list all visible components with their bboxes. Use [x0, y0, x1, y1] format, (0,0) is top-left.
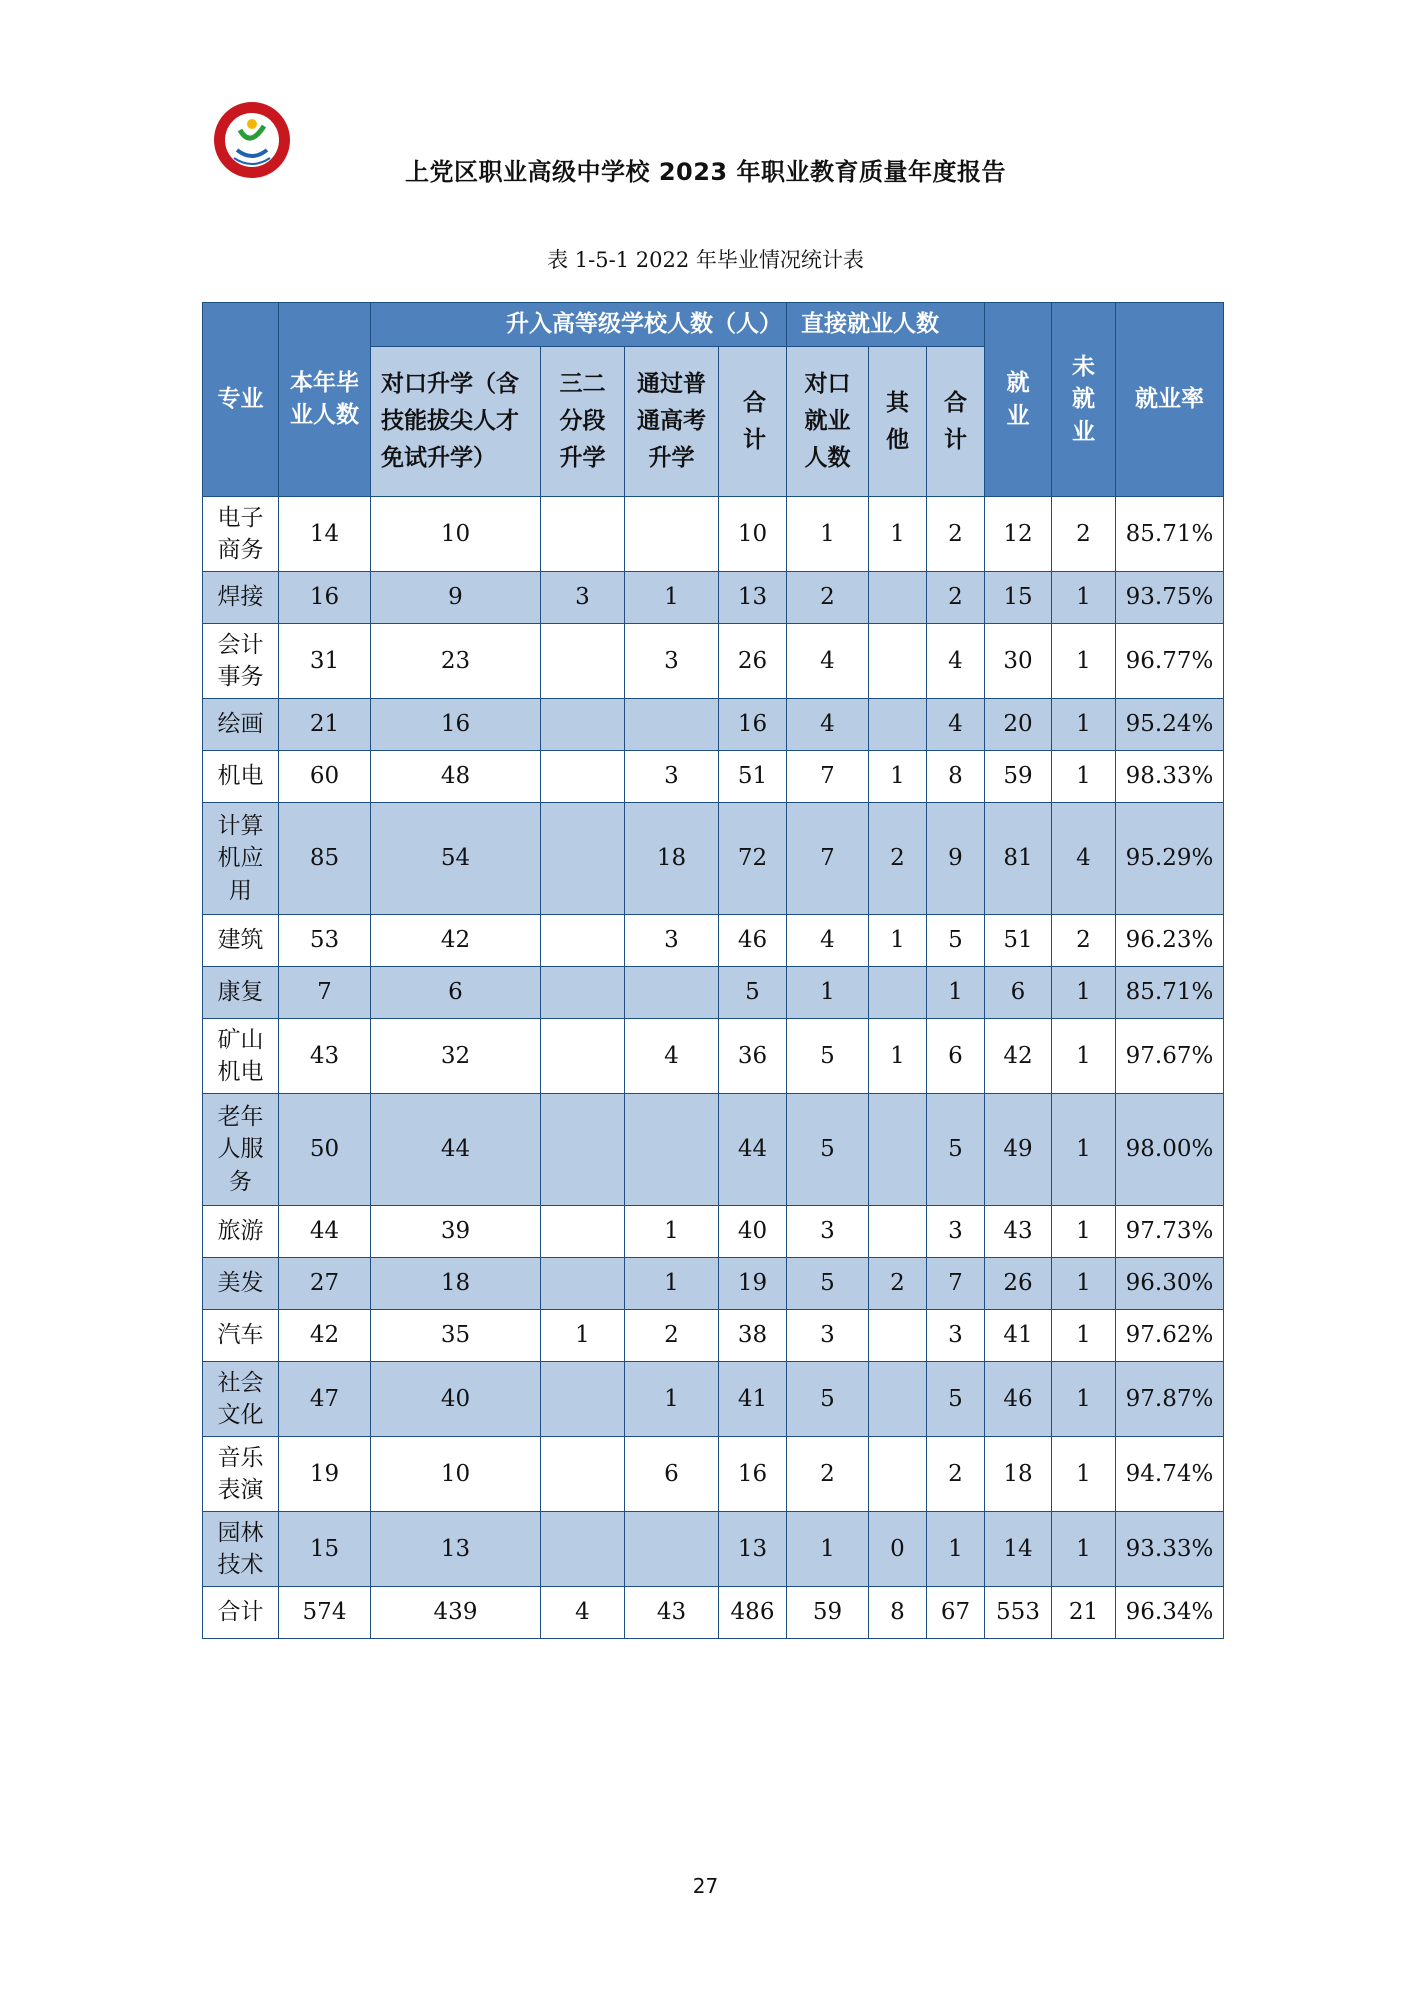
cell-subtotal-employment: 2 — [927, 572, 985, 624]
cell-unemployed: 1 — [1052, 624, 1116, 699]
cell-subtotal-employment: 9 — [927, 803, 985, 915]
cell-gaokao — [625, 699, 719, 751]
cell-subtotal-employment: 5 — [927, 1094, 985, 1206]
cell-unemployed: 1 — [1052, 572, 1116, 624]
cell-gaokao: 3 — [625, 915, 719, 967]
cell-subtotal-study: 13 — [719, 572, 787, 624]
cell-employed: 20 — [985, 699, 1052, 751]
cell-counterpart-employment: 4 — [787, 699, 869, 751]
table-row — [203, 967, 1224, 1019]
cell-other: 1 — [869, 1019, 927, 1094]
cell-gaokao — [625, 1094, 719, 1206]
table-row — [203, 1094, 1224, 1206]
cell-subtotal-employment: 4 — [927, 624, 985, 699]
cell-subtotal-study: 44 — [719, 1094, 787, 1206]
cell-other — [869, 1310, 927, 1362]
cell-other — [869, 1206, 927, 1258]
cell-counterpart-employment: 5 — [787, 1019, 869, 1094]
cell-employed: 49 — [985, 1094, 1052, 1206]
cell-unemployed: 1 — [1052, 1094, 1116, 1206]
cell-counterpart: 39 — [371, 1206, 541, 1258]
cell-three-two: 3 — [541, 572, 625, 624]
header-major: 专业 — [203, 303, 279, 497]
cell-major: 建筑 — [203, 915, 279, 967]
cell-major: 老年人服务 — [203, 1094, 279, 1206]
cell-counterpart: 18 — [371, 1258, 541, 1310]
report-title: 上党区职业高级中学校 2023 年职业教育质量年度报告 — [404, 158, 1006, 186]
cell-rate: 97.73% — [1116, 1206, 1224, 1258]
cell-subtotal-study: 10 — [719, 497, 787, 572]
cell-unemployed: 1 — [1052, 1258, 1116, 1310]
cell-other: 0 — [869, 1512, 927, 1587]
cell-counterpart-employment: 2 — [787, 1437, 869, 1512]
cell-counterpart-employment: 2 — [787, 572, 869, 624]
cell-three-two — [541, 497, 625, 572]
header-counterpart: 对口升学（含技能拔尖人才免试升学） — [371, 347, 541, 497]
cell-counterpart: 13 — [371, 1512, 541, 1587]
header-gaokao: 通过普通高考升学 — [625, 347, 719, 497]
cell-graduates: 43 — [279, 1019, 371, 1094]
cell-counterpart-employment: 4 — [787, 915, 869, 967]
cell-counterpart: 439 — [371, 1587, 541, 1639]
cell-other: 1 — [869, 751, 927, 803]
cell-gaokao — [625, 967, 719, 1019]
cell-employed: 81 — [985, 803, 1052, 915]
cell-three-two — [541, 803, 625, 915]
cell-major: 美发 — [203, 1258, 279, 1310]
cell-gaokao: 4 — [625, 1019, 719, 1094]
cell-gaokao: 6 — [625, 1437, 719, 1512]
cell-major: 机电 — [203, 751, 279, 803]
cell-gaokao: 3 — [625, 751, 719, 803]
cell-employed: 553 — [985, 1587, 1052, 1639]
header-subtotal-employment: 合计 — [927, 347, 985, 497]
header-other: 其他 — [869, 347, 927, 497]
header-employed: 就业 — [985, 303, 1052, 497]
cell-graduates: 50 — [279, 1094, 371, 1206]
cell-gaokao — [625, 1512, 719, 1587]
cell-rate: 93.33% — [1116, 1512, 1224, 1587]
cell-counterpart: 6 — [371, 967, 541, 1019]
table-row — [203, 1310, 1224, 1362]
cell-three-two — [541, 967, 625, 1019]
cell-subtotal-study: 486 — [719, 1587, 787, 1639]
cell-gaokao: 1 — [625, 572, 719, 624]
cell-three-two — [541, 699, 625, 751]
table-row — [203, 1206, 1224, 1258]
cell-subtotal-employment: 1 — [927, 1512, 985, 1587]
cell-rate: 96.34% — [1116, 1587, 1224, 1639]
table-row — [203, 803, 1224, 915]
cell-graduates: 42 — [279, 1310, 371, 1362]
cell-gaokao: 1 — [625, 1362, 719, 1437]
cell-subtotal-employment: 2 — [927, 1437, 985, 1512]
cell-gaokao: 1 — [625, 1258, 719, 1310]
cell-rate: 95.24% — [1116, 699, 1224, 751]
cell-major: 社会文化 — [203, 1362, 279, 1437]
cell-counterpart-employment: 5 — [787, 1094, 869, 1206]
cell-major: 旅游 — [203, 1206, 279, 1258]
cell-subtotal-employment: 6 — [927, 1019, 985, 1094]
cell-three-two — [541, 1019, 625, 1094]
cell-subtotal-study: 40 — [719, 1206, 787, 1258]
cell-subtotal-employment: 3 — [927, 1206, 985, 1258]
cell-gaokao — [625, 497, 719, 572]
cell-counterpart: 40 — [371, 1362, 541, 1437]
cell-counterpart-employment: 7 — [787, 803, 869, 915]
cell-three-two: 4 — [541, 1587, 625, 1639]
table-row — [203, 497, 1224, 572]
cell-employed: 14 — [985, 1512, 1052, 1587]
cell-three-two: 1 — [541, 1310, 625, 1362]
cell-employed: 42 — [985, 1019, 1052, 1094]
cell-unemployed: 1 — [1052, 751, 1116, 803]
cell-three-two — [541, 1437, 625, 1512]
table-row — [203, 624, 1224, 699]
cell-major: 绘画 — [203, 699, 279, 751]
cell-graduates: 60 — [279, 751, 371, 803]
cell-rate: 98.33% — [1116, 751, 1224, 803]
cell-major: 园林技术 — [203, 1512, 279, 1587]
cell-counterpart-employment: 3 — [787, 1310, 869, 1362]
header-further-study-group: 升入高等级学校人数（人） — [371, 303, 787, 347]
cell-counterpart: 10 — [371, 1437, 541, 1512]
cell-subtotal-study: 36 — [719, 1019, 787, 1094]
table-row — [203, 751, 1224, 803]
cell-employed: 30 — [985, 624, 1052, 699]
cell-graduates: 53 — [279, 915, 371, 967]
cell-graduates: 574 — [279, 1587, 371, 1639]
table-row — [203, 1512, 1224, 1587]
cell-rate: 94.74% — [1116, 1437, 1224, 1512]
cell-unemployed: 4 — [1052, 803, 1116, 915]
cell-subtotal-study: 41 — [719, 1362, 787, 1437]
cell-other — [869, 699, 927, 751]
cell-counterpart-employment: 1 — [787, 1512, 869, 1587]
cell-unemployed: 1 — [1052, 1437, 1116, 1512]
cell-employed: 6 — [985, 967, 1052, 1019]
cell-graduates: 85 — [279, 803, 371, 915]
cell-other — [869, 1437, 927, 1512]
cell-subtotal-employment: 67 — [927, 1587, 985, 1639]
cell-three-two — [541, 1258, 625, 1310]
cell-graduates: 14 — [279, 497, 371, 572]
cell-rate: 96.77% — [1116, 624, 1224, 699]
cell-other: 1 — [869, 497, 927, 572]
cell-subtotal-employment: 5 — [927, 1362, 985, 1437]
cell-employed: 15 — [985, 572, 1052, 624]
cell-counterpart: 32 — [371, 1019, 541, 1094]
cell-rate: 97.87% — [1116, 1362, 1224, 1437]
cell-employed: 43 — [985, 1206, 1052, 1258]
cell-counterpart: 10 — [371, 497, 541, 572]
cell-rate: 85.71% — [1116, 967, 1224, 1019]
cell-counterpart-employment: 5 — [787, 1258, 869, 1310]
cell-major: 合计 — [203, 1587, 279, 1639]
cell-graduates: 27 — [279, 1258, 371, 1310]
cell-other: 2 — [869, 1258, 927, 1310]
cell-subtotal-study: 16 — [719, 1437, 787, 1512]
cell-gaokao: 18 — [625, 803, 719, 915]
cell-major: 康复 — [203, 967, 279, 1019]
table-row — [203, 1019, 1224, 1094]
header-three-two: 三二分段升学 — [541, 347, 625, 497]
cell-employed: 12 — [985, 497, 1052, 572]
cell-gaokao: 3 — [625, 624, 719, 699]
table-row — [203, 915, 1224, 967]
table-row — [203, 1258, 1224, 1310]
cell-counterpart: 42 — [371, 915, 541, 967]
header-graduates: 本年毕业人数 — [279, 303, 371, 497]
cell-major: 会计事务 — [203, 624, 279, 699]
cell-subtotal-study: 5 — [719, 967, 787, 1019]
cell-counterpart: 48 — [371, 751, 541, 803]
cell-counterpart: 9 — [371, 572, 541, 624]
cell-subtotal-employment: 2 — [927, 497, 985, 572]
cell-gaokao: 1 — [625, 1206, 719, 1258]
cell-three-two — [541, 1094, 625, 1206]
cell-rate: 85.71% — [1116, 497, 1224, 572]
cell-gaokao: 2 — [625, 1310, 719, 1362]
cell-unemployed: 2 — [1052, 915, 1116, 967]
cell-counterpart-employment: 1 — [787, 967, 869, 1019]
cell-subtotal-study: 38 — [719, 1310, 787, 1362]
header-unemployed: 未就业 — [1052, 303, 1116, 497]
table-caption: 表 1-5-1 2022 年毕业情况统计表 — [547, 248, 864, 272]
cell-rate: 98.00% — [1116, 1094, 1224, 1206]
cell-employed: 51 — [985, 915, 1052, 967]
cell-rate: 97.67% — [1116, 1019, 1224, 1094]
cell-three-two — [541, 1512, 625, 1587]
cell-unemployed: 1 — [1052, 1019, 1116, 1094]
cell-counterpart: 23 — [371, 624, 541, 699]
cell-employed: 41 — [985, 1310, 1052, 1362]
cell-gaokao: 43 — [625, 1587, 719, 1639]
cell-employed: 46 — [985, 1362, 1052, 1437]
cell-subtotal-study: 46 — [719, 915, 787, 967]
cell-other — [869, 1094, 927, 1206]
cell-subtotal-study: 51 — [719, 751, 787, 803]
page-number: 27 — [692, 1874, 719, 1898]
cell-major: 音乐表演 — [203, 1437, 279, 1512]
cell-three-two — [541, 915, 625, 967]
header-rate: 就业率 — [1116, 303, 1224, 497]
cell-graduates: 7 — [279, 967, 371, 1019]
header-direct-employment-group: 直接就业人数 — [787, 303, 985, 347]
cell-graduates: 19 — [279, 1437, 371, 1512]
cell-three-two — [541, 1362, 625, 1437]
cell-graduates: 16 — [279, 572, 371, 624]
cell-subtotal-employment: 3 — [927, 1310, 985, 1362]
cell-other: 2 — [869, 803, 927, 915]
cell-three-two — [541, 624, 625, 699]
cell-counterpart-employment: 1 — [787, 497, 869, 572]
cell-rate: 96.30% — [1116, 1258, 1224, 1310]
cell-counterpart-employment: 3 — [787, 1206, 869, 1258]
cell-counterpart-employment: 4 — [787, 624, 869, 699]
cell-three-two — [541, 1206, 625, 1258]
cell-counterpart: 54 — [371, 803, 541, 915]
cell-employed: 18 — [985, 1437, 1052, 1512]
cell-subtotal-study: 13 — [719, 1512, 787, 1587]
cell-subtotal-employment: 8 — [927, 751, 985, 803]
cell-unemployed: 2 — [1052, 497, 1116, 572]
cell-subtotal-employment: 1 — [927, 967, 985, 1019]
cell-employed: 59 — [985, 751, 1052, 803]
cell-counterpart-employment: 59 — [787, 1587, 869, 1639]
cell-unemployed: 1 — [1052, 699, 1116, 751]
header-subtotal-study: 合计 — [719, 347, 787, 497]
cell-graduates: 21 — [279, 699, 371, 751]
cell-subtotal-study: 16 — [719, 699, 787, 751]
cell-counterpart: 44 — [371, 1094, 541, 1206]
cell-counterpart-employment: 7 — [787, 751, 869, 803]
cell-unemployed: 1 — [1052, 1512, 1116, 1587]
cell-subtotal-study: 19 — [719, 1258, 787, 1310]
cell-three-two — [541, 751, 625, 803]
cell-other — [869, 967, 927, 1019]
cell-other — [869, 1362, 927, 1437]
cell-major: 矿山机电 — [203, 1019, 279, 1094]
cell-rate: 93.75% — [1116, 572, 1224, 624]
cell-major: 电子商务 — [203, 497, 279, 572]
cell-other: 1 — [869, 915, 927, 967]
cell-graduates: 47 — [279, 1362, 371, 1437]
cell-major: 焊接 — [203, 572, 279, 624]
table-row — [203, 1362, 1224, 1437]
cell-unemployed: 21 — [1052, 1587, 1116, 1639]
cell-subtotal-study: 26 — [719, 624, 787, 699]
cell-other — [869, 572, 927, 624]
cell-unemployed: 1 — [1052, 1362, 1116, 1437]
header-counterpart-employment: 对口就业人数 — [787, 347, 869, 497]
cell-major: 计算机应用 — [203, 803, 279, 915]
graduation-statistics-table — [202, 302, 1224, 1639]
cell-subtotal-study: 72 — [719, 803, 787, 915]
cell-unemployed: 1 — [1052, 967, 1116, 1019]
cell-unemployed: 1 — [1052, 1206, 1116, 1258]
table-row — [203, 699, 1224, 751]
cell-unemployed: 1 — [1052, 1310, 1116, 1362]
cell-other — [869, 624, 927, 699]
cell-graduates: 31 — [279, 624, 371, 699]
cell-graduates: 44 — [279, 1206, 371, 1258]
table-row — [203, 1437, 1224, 1512]
cell-counterpart: 35 — [371, 1310, 541, 1362]
cell-subtotal-employment: 5 — [927, 915, 985, 967]
table-row — [203, 1587, 1224, 1639]
cell-subtotal-employment: 4 — [927, 699, 985, 751]
cell-rate: 97.62% — [1116, 1310, 1224, 1362]
cell-graduates: 15 — [279, 1512, 371, 1587]
cell-subtotal-employment: 7 — [927, 1258, 985, 1310]
cell-rate: 95.29% — [1116, 803, 1224, 915]
cell-rate: 96.23% — [1116, 915, 1224, 967]
cell-counterpart: 16 — [371, 699, 541, 751]
cell-other: 8 — [869, 1587, 927, 1639]
cell-major: 汽车 — [203, 1310, 279, 1362]
table-row — [203, 572, 1224, 624]
cell-employed: 26 — [985, 1258, 1052, 1310]
cell-counterpart-employment: 5 — [787, 1362, 869, 1437]
